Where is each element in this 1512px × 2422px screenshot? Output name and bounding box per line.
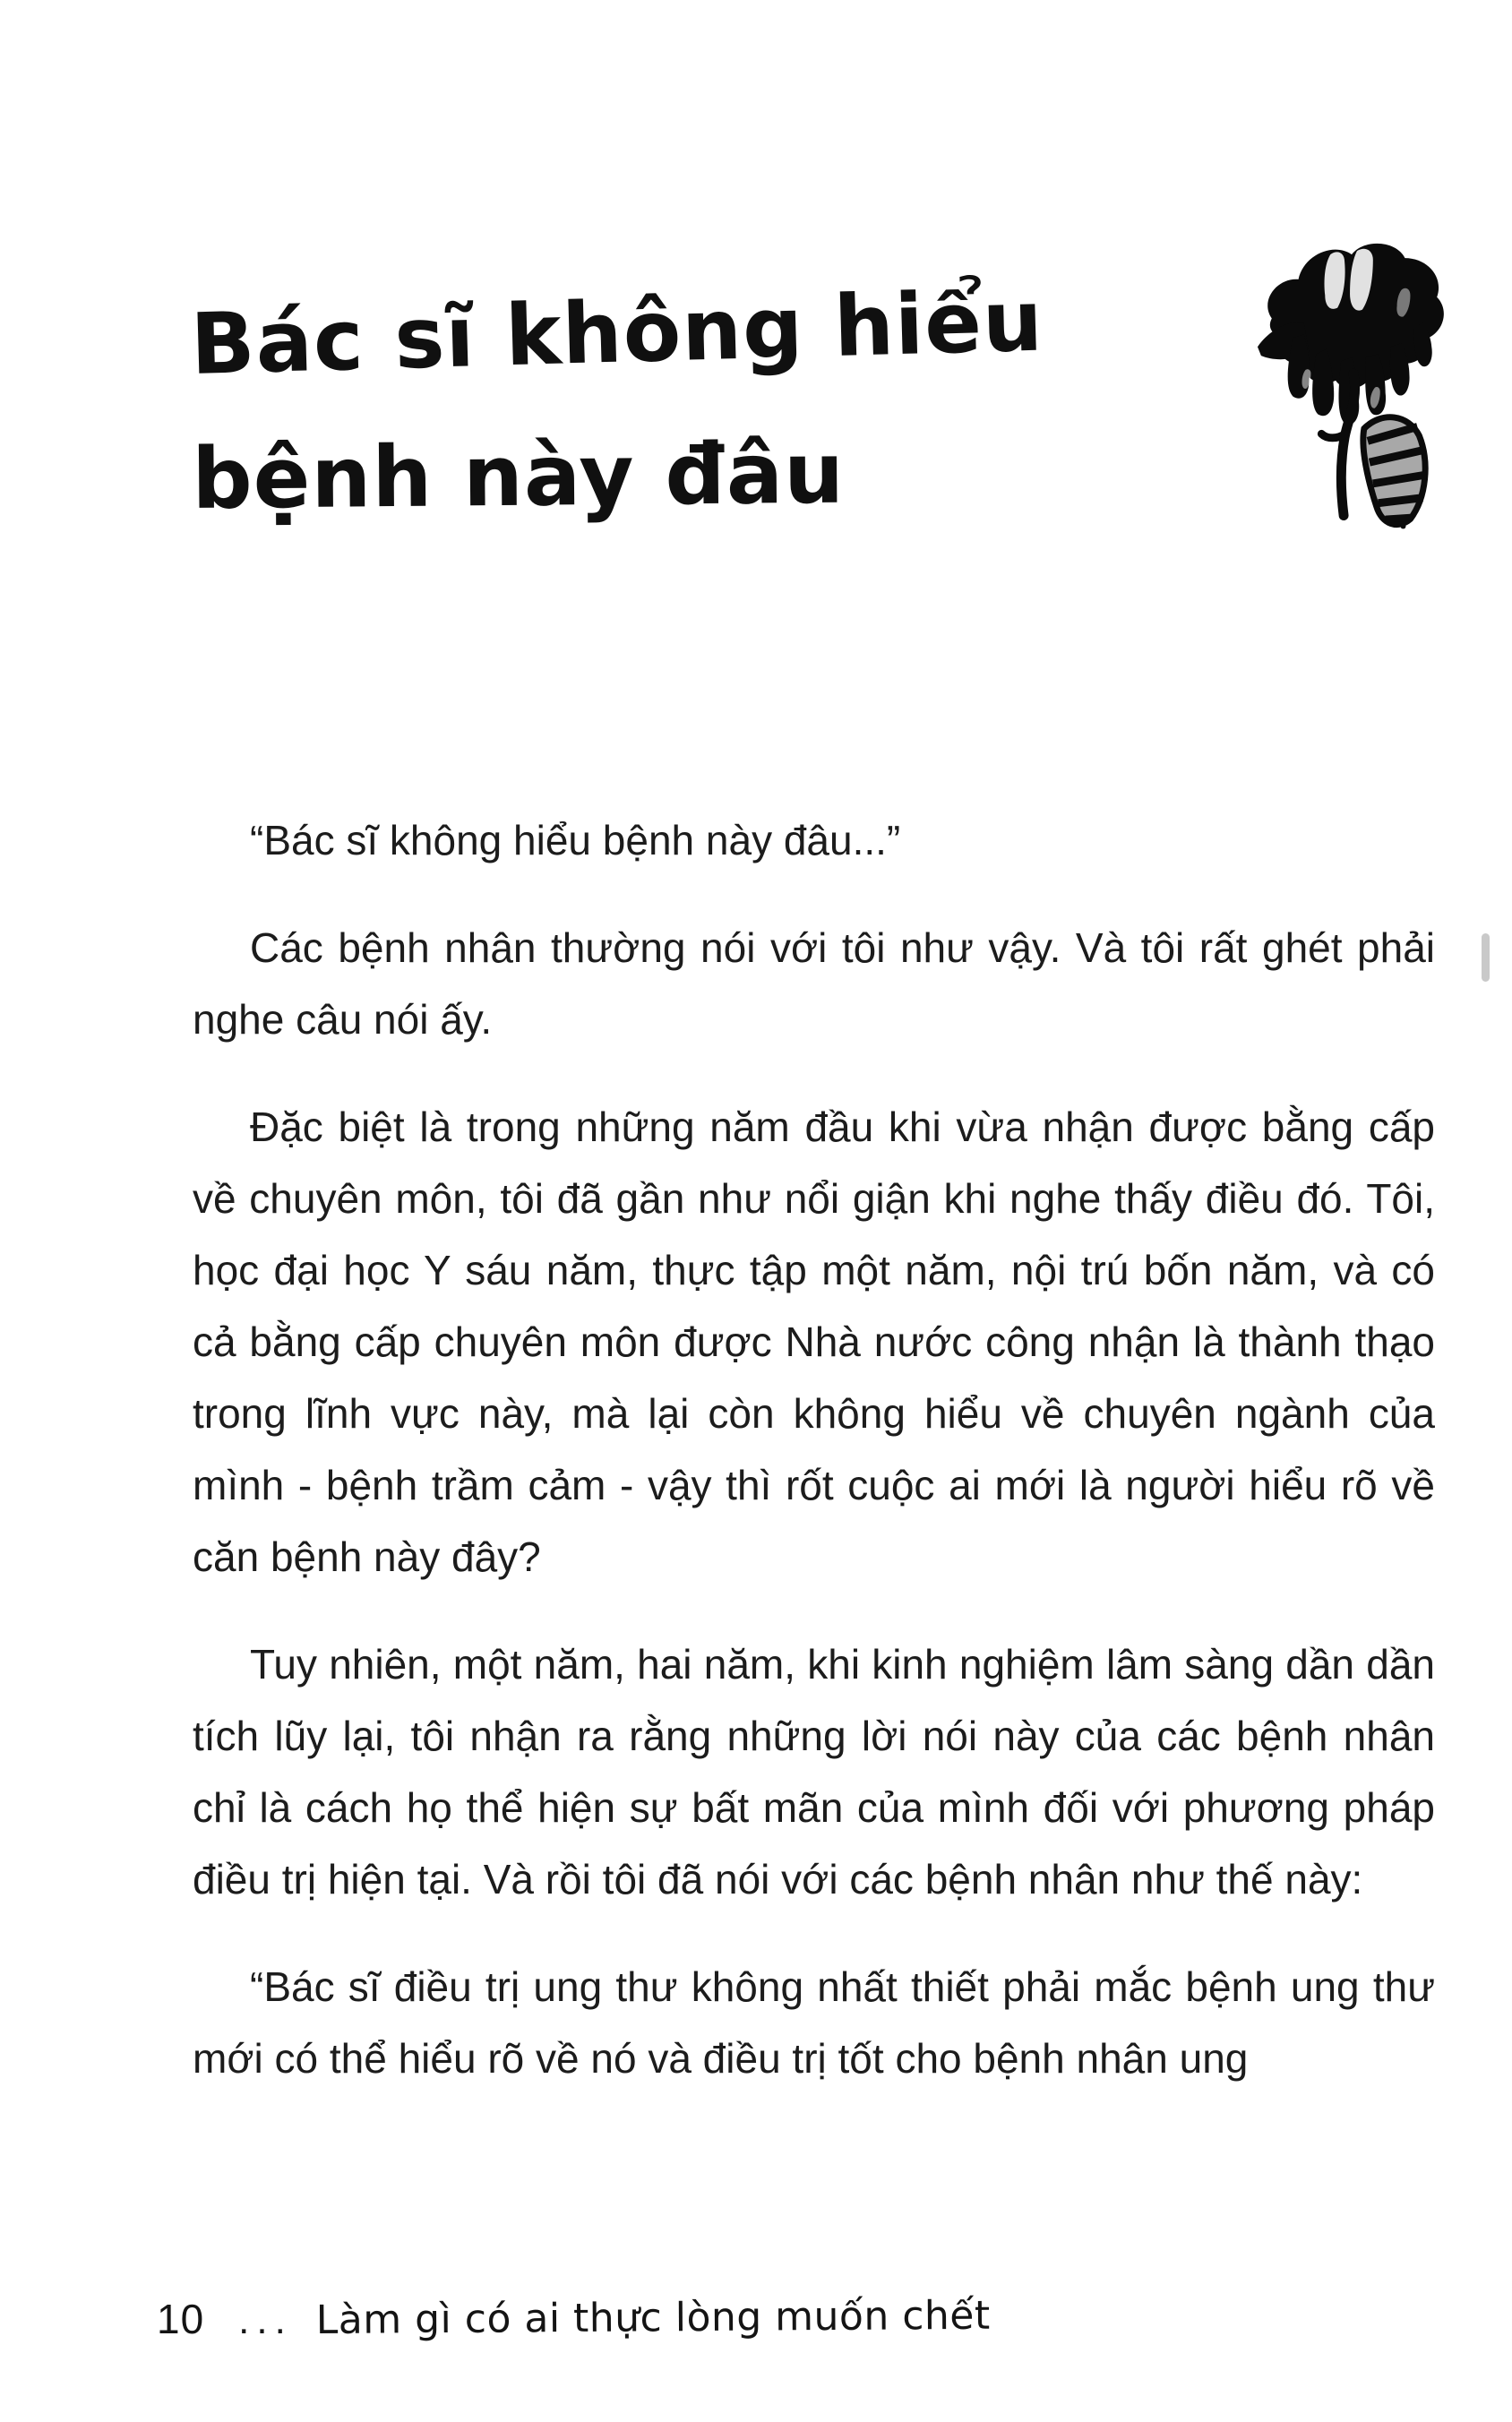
chapter-title-line-1: Bác sĩ không hiểu [189,272,1045,394]
page-footer [157,2292,991,2343]
chapter-title-line-2: bệnh này đâu [191,425,846,528]
chapter-title [189,272,1045,547]
paragraph: Các bệnh nhân thường nói với tôi như vậy. Và tôi rất ghét phải nghe câu nói ấy. [193,924,1435,1043]
body-text [193,804,1435,2094]
running-book-title: Làm gì có ai thực lòng muốn chết [315,2292,991,2343]
paragraph-quote-opening: “Bác sĩ không hiểu bệnh này đâu...” [250,817,901,863]
paragraph: Đặc biệt là trong những năm đầu khi vừa nhận được bằng cấp về chuyên môn, tôi đã gần như nổi giận khi nghe thấy điều đó. Tôi, học đại học Y sáu năm, thực tập một năm, nội trú bốn năm, và có cả bằng cấp chuyên môn được Nhà nước công nhận là thành thạo trong lĩnh vực này, mà lại còn không hiểu về chuyên ngành của mình - bệnh trầm cảm - vậy thì rốt cuộc ai mới là người hiểu rõ về căn bệnh này đây? [193,1104,1435,1580]
paragraph-quote-doctor: “Bác sĩ điều trị ung thư không nhất thiết phải mắc bệnh ung thư mới có thể hiểu rõ về nó và điều trị tốt cho bệnh nhân ung [193,1963,1435,2082]
scan-artifact-mark [1482,933,1490,982]
paragraph: Tuy nhiên, một năm, hai năm, khi kinh nghiệm lâm sàng dần dần tích lũy lại, tôi nhận ra rằng những lời nói này của các bệnh nhân chỉ là cách họ thể hiện sự bất mãn của mình đối với phương pháp điều trị hiện tại. Và rồi tôi đã nói với các bệnh nhân như thế này: [193,1641,1435,1902]
footer-separator-dots: ... [238,2298,293,2342]
wilted-flower-illustration [1252,204,1456,534]
page-number: 10 [157,2296,205,2342]
